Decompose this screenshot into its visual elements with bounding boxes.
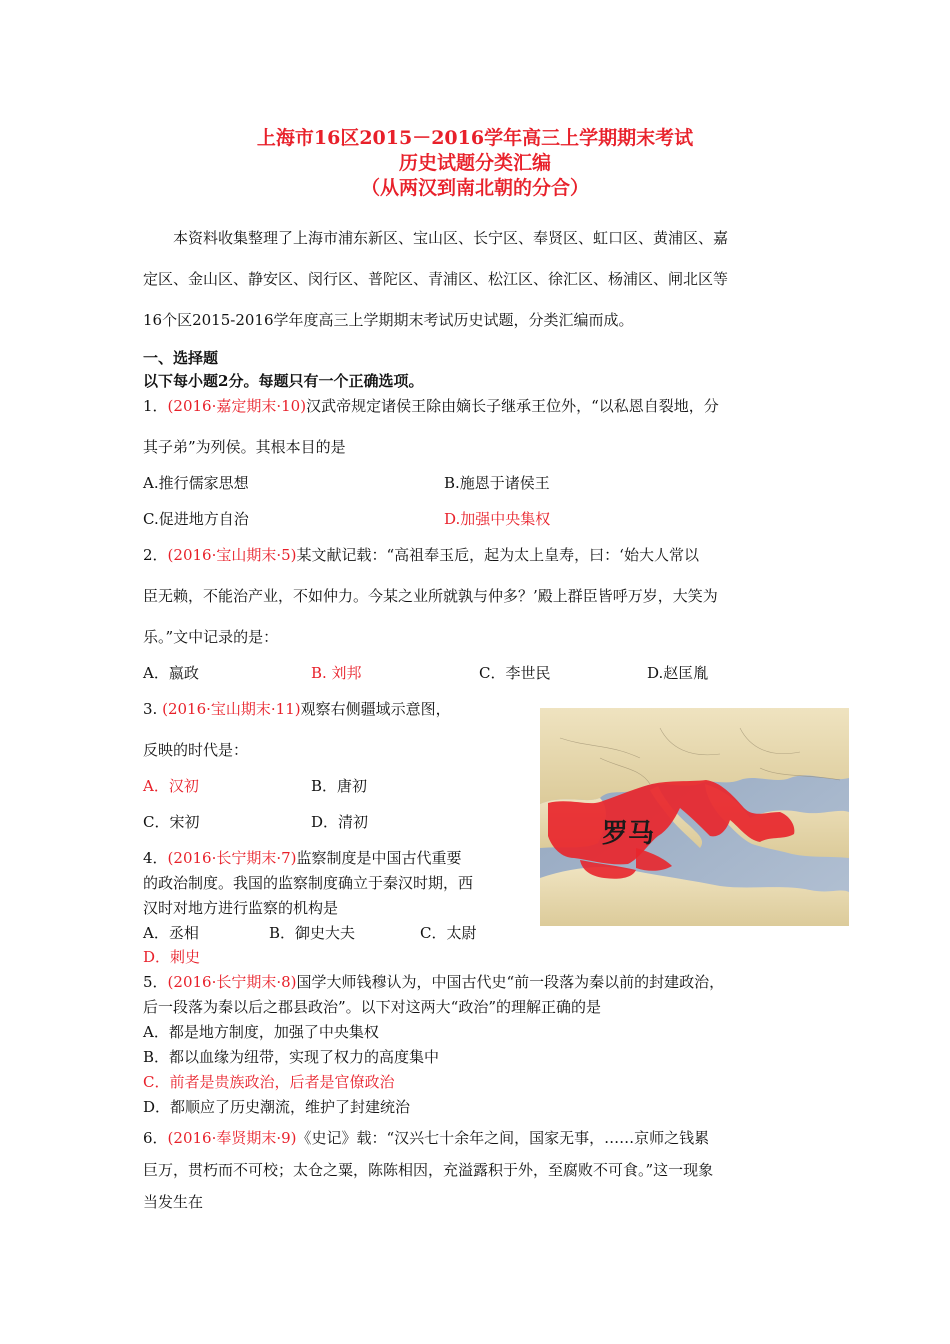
question-text: 观察右侧疆域示意图，	[300, 700, 451, 718]
option-d: D．都顺应了历史潮流，维护了封建统治	[143, 1098, 411, 1116]
question-number: 1．	[143, 397, 168, 415]
question-number: 5．	[143, 973, 168, 991]
question-3	[143, 699, 451, 719]
question-2	[143, 545, 699, 565]
option-a: A．丞相	[143, 924, 199, 942]
option-c: C．太尉	[420, 924, 477, 942]
question-text: 《史记》载：“汉兴七十余年之间，国家无事，……京师之钱累	[296, 1129, 710, 1147]
question-2-line-2: 臣无赖，不能治产业，不如仲力。今某之业所就孰与仲多？’殿上群臣皆呼万岁，大笑为	[143, 587, 718, 605]
question-source: (2016·长宁期末·8)	[167, 973, 297, 991]
question-number: 4．	[143, 849, 168, 867]
question-number: 3.	[143, 700, 158, 718]
question-text: 监察制度是中国古代重要	[296, 849, 462, 867]
question-3-line-2: 反映的时代是：	[143, 741, 249, 759]
roman-empire-map	[540, 708, 849, 926]
option-a: A．都是地方制度，加强了中央集权	[143, 1023, 379, 1041]
question-text: 某文献记载：“高祖奉玉卮，起为太上皇寿，曰：‘始大人常以	[296, 546, 699, 564]
intro-line-1: 本资料收集整理了上海市浦东新区、宝山区、长宁区、奉贤区、虹口区、黄浦区、嘉	[173, 229, 729, 247]
option-c: C.促进地方自治	[143, 510, 249, 528]
option-b: B．唐初	[311, 777, 368, 795]
map-label: 罗马	[602, 819, 655, 849]
option-d-answer: D.加强中央集权	[444, 510, 551, 528]
question-source: (2016·嘉定期末·10)	[167, 397, 307, 415]
option-d: D.赵匡胤	[647, 664, 709, 682]
question-number: 6．	[143, 1129, 168, 1147]
question-4	[143, 848, 462, 868]
question-1-line-2: 其子弟”为列侯。其根本目的是	[143, 438, 346, 456]
question-4-line-3: 汉时对地方进行监察的机构是	[143, 899, 339, 917]
document-subtitle: 历史试题分类汇编	[398, 152, 551, 174]
question-text: 国学大师钱穆认为，中国古代史“前一段落为秦以前的封建政治，	[296, 973, 725, 991]
option-d: D．清初	[311, 813, 369, 831]
option-b-answer: B. 刘邦	[311, 664, 362, 682]
section-instruction: 以下每小题2分。每题只有一个正确选项。	[143, 372, 424, 390]
question-2-line-3: 乐。”文中记录的是：	[143, 628, 279, 646]
question-4-line-2: 的政治制度。我国的监察制度确立于秦汉时期，西	[143, 874, 474, 892]
option-a: A．嬴政	[143, 664, 199, 682]
option-b: B.施恩于诸侯王	[444, 474, 550, 492]
option-a: A.推行儒家思想	[143, 474, 249, 492]
option-d-answer: D．刺史	[143, 948, 201, 966]
document-title: 上海市16区2015－2016学年高三上学期期末考试	[256, 127, 694, 149]
question-5-line-2: 后一段落为秦以后之郡县政治”。以下对这两大“政治”的理解正确的是	[143, 998, 602, 1016]
question-6-line-3: 当发生在	[143, 1193, 204, 1211]
question-5	[143, 972, 724, 992]
option-c: C．李世民	[479, 664, 551, 682]
question-text: 汉武帝规定诸侯王除由嫡长子继承王位外，“以私恩自裂地，分	[306, 397, 719, 415]
question-6-line-2: 巨万，贯朽而不可校；太仓之粟，陈陈相因，充溢露积于外，至腐败不可食。”这一现象	[143, 1161, 714, 1179]
option-b: B．御史大夫	[269, 924, 356, 942]
section-heading: 一、选择题	[143, 349, 219, 367]
question-source: (2016·宝山期末·11)	[162, 700, 301, 718]
question-6	[143, 1128, 709, 1148]
question-source: (2016·长宁期末·7)	[167, 849, 297, 867]
question-source: (2016·奉贤期末·9)	[167, 1129, 297, 1147]
intro-line-3: 16个区2015-2016学年度高三上学期期末考试历史试题，分类汇编而成。	[143, 311, 634, 329]
option-c: C．宋初	[143, 813, 200, 831]
question-number: 2．	[143, 546, 168, 564]
option-b: B．都以血缘为纽带，实现了权力的高度集中	[143, 1048, 440, 1066]
question-1	[143, 396, 719, 416]
option-a-answer: A．汉初	[143, 777, 199, 795]
option-c-answer: C．前者是贵族政治，后者是官僚政治	[143, 1073, 395, 1091]
document-topic: （从两汉到南北朝的分合）	[360, 177, 589, 199]
question-source: (2016·宝山期末·5)	[167, 546, 297, 564]
intro-line-2: 定区、金山区、静安区、闵行区、普陀区、青浦区、松江区、徐汇区、杨浦区、闸北区等	[143, 270, 729, 288]
